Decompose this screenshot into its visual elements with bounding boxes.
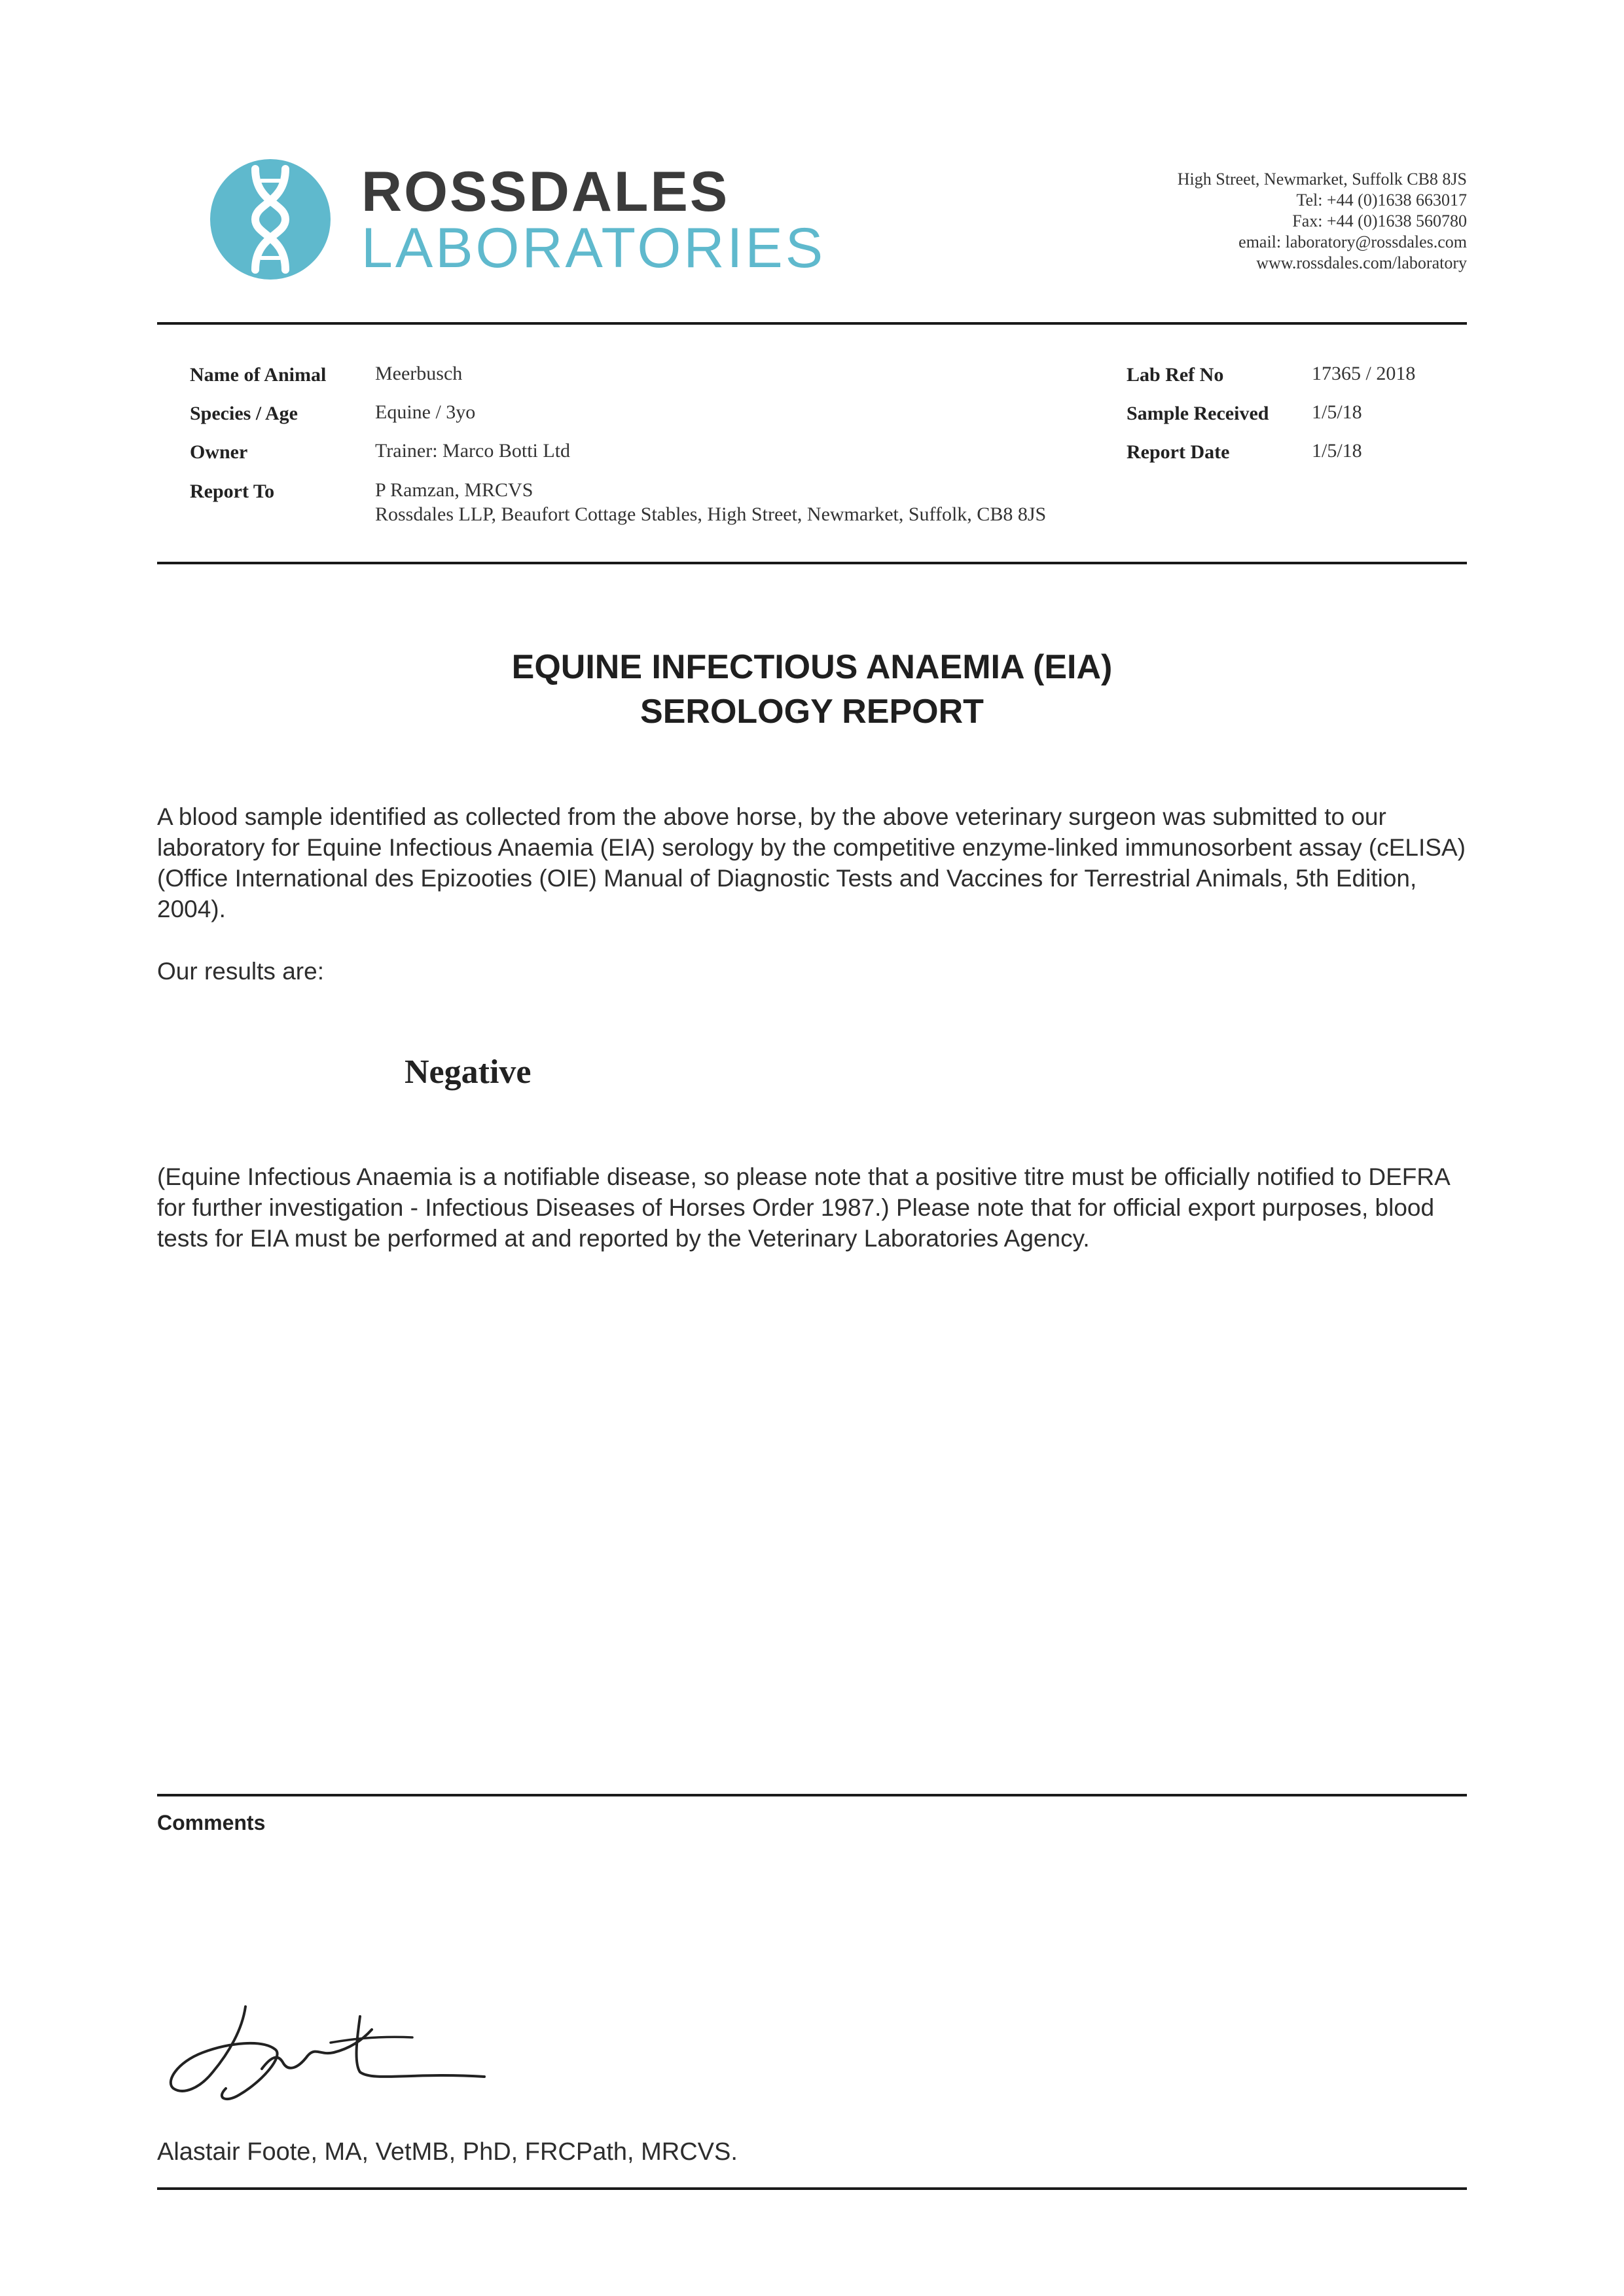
- contact-email[interactable]: email: laboratory@rossdales.com: [1238, 232, 1467, 251]
- owner-label: Owner: [190, 441, 248, 463]
- species-age-value: Equine / 3yo: [375, 401, 476, 423]
- report-to-label: Report To: [190, 481, 275, 502]
- comments-label: Comments: [157, 1811, 266, 1834]
- contact-details: [1178, 169, 1467, 274]
- species-age-label: Species / Age: [190, 403, 298, 424]
- contact-website[interactable]: www.rossdales.com/laboratory: [1256, 253, 1467, 272]
- lab-ref-value: 17365 / 2018: [1312, 363, 1416, 384]
- test-result: Negative: [405, 1053, 532, 1091]
- sample-received-value: 1/5/18: [1312, 401, 1362, 423]
- info-divider: [157, 562, 1467, 564]
- report-title-line2: SEROLOGY REPORT: [640, 693, 984, 731]
- intro-paragraph: A blood sample identified as collected from the above horse, by the above veterinary surgeon was submitted to our laboratory for Equine Infectious Anaemia (EIA) serology by the competitive enzyme-linked immunosorbent assay (cELISA) (Office International des Epizooties (OIE) Manual of Diagnostic Tests and Vaccines for Terrestrial Animals, 5th Edition, 2004).: [157, 803, 1466, 922]
- report-date-label: Report Date: [1127, 441, 1230, 463]
- lab-ref-label: Lab Ref No: [1127, 364, 1224, 386]
- dna-helix-icon: [208, 157, 333, 282]
- sample-received-label: Sample Received: [1127, 403, 1269, 424]
- name-of-animal-value: Meerbusch: [375, 363, 463, 384]
- results-intro: Our results are:: [157, 958, 324, 985]
- signature-icon: [164, 1990, 504, 2121]
- comments-divider: [157, 1794, 1467, 1796]
- notifiable-note: (Equine Infectious Anaemia is a notifiable disease, so please note that a positive titre must be officially notified to DEFRA for further investigation - Infectious Diseases of Horses Order 1987.) Please note that for official export purposes, blood tests for EIA must be performed at and reported by the Veterinary Laboratories Agency.: [157, 1163, 1449, 1252]
- contact-tel: Tel: +44 (0)1638 663017: [1296, 191, 1467, 210]
- owner-value: Trainer: Marco Botti Ltd: [375, 440, 571, 462]
- header-divider: [157, 322, 1467, 325]
- name-of-animal-label: Name of Animal: [190, 364, 327, 386]
- report-title-line1: EQUINE INFECTIOUS ANAEMIA (EIA): [511, 648, 1113, 686]
- report-to-address: Rossdales LLP, Beaufort Cottage Stables, High Street, Newmarket, Suffolk, CB8 8JS: [375, 503, 1047, 525]
- report-to-name: P Ramzan, MRCVS: [375, 479, 533, 501]
- brand-name-line2: LABORATORIES: [361, 217, 826, 280]
- contact-fax: Fax: +44 (0)1638 560780: [1292, 211, 1467, 230]
- footer-divider: [157, 2187, 1467, 2190]
- brand-name-line1: ROSSDALES: [361, 160, 730, 223]
- signatory-name: Alastair Foote, MA, VetMB, PhD, FRCPath, MRCVS.: [157, 2138, 738, 2166]
- contact-address: High Street, Newmarket, Suffolk CB8 8JS: [1177, 170, 1467, 189]
- report-date-value: 1/5/18: [1312, 440, 1362, 462]
- report-title: [0, 645, 1624, 734]
